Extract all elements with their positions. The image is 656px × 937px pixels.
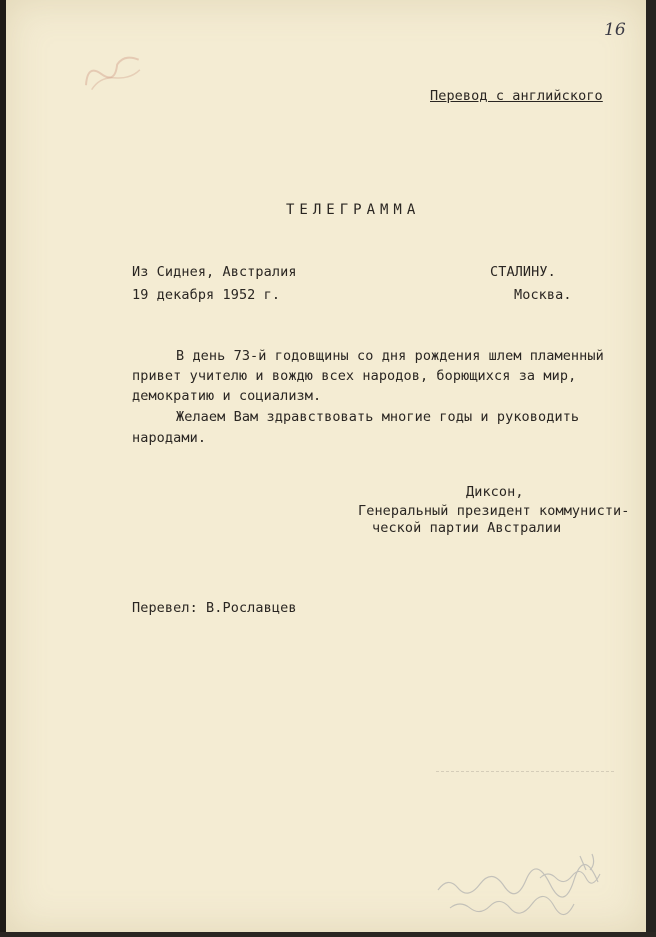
signature-name: Диксон, bbox=[466, 484, 524, 500]
faint-stamp-mark bbox=[74, 38, 153, 98]
recipient-city: Москва. bbox=[514, 287, 572, 303]
pencil-scribble bbox=[420, 850, 630, 920]
scan-edge-bottom bbox=[0, 932, 656, 937]
translator-line: Перевел: В.Рославцев bbox=[132, 600, 297, 616]
body-line: народами. bbox=[132, 430, 207, 446]
body-line: привет учителю и вождю всех народов, борющихся за мир, bbox=[132, 368, 577, 384]
sender-place: Из Сиднея, Австралия bbox=[132, 264, 297, 280]
body-line: Желаем Вам здравствовать многие годы и руководить bbox=[176, 409, 580, 425]
scan-edge-right bbox=[646, 0, 656, 937]
recipient-name: СТАЛИНУ. bbox=[490, 264, 556, 280]
document-title: ТЕЛЕГРАММА bbox=[286, 202, 421, 218]
faint-pencil-line bbox=[436, 770, 616, 773]
sender-date: 19 декабря 1952 г. bbox=[132, 287, 281, 303]
document-page bbox=[6, 0, 646, 932]
body-line: В день 73-й годовщины со дня рождения шлем пламенный bbox=[176, 348, 604, 364]
signature-title-line: Генеральный президент коммунисти- bbox=[358, 503, 630, 519]
page-number: 16 bbox=[604, 20, 626, 40]
signature-title-line: ческой партии Австралии bbox=[372, 520, 562, 536]
translation-note: Перевод с английского bbox=[430, 88, 603, 104]
body-line: демократию и социализм. bbox=[132, 388, 322, 404]
